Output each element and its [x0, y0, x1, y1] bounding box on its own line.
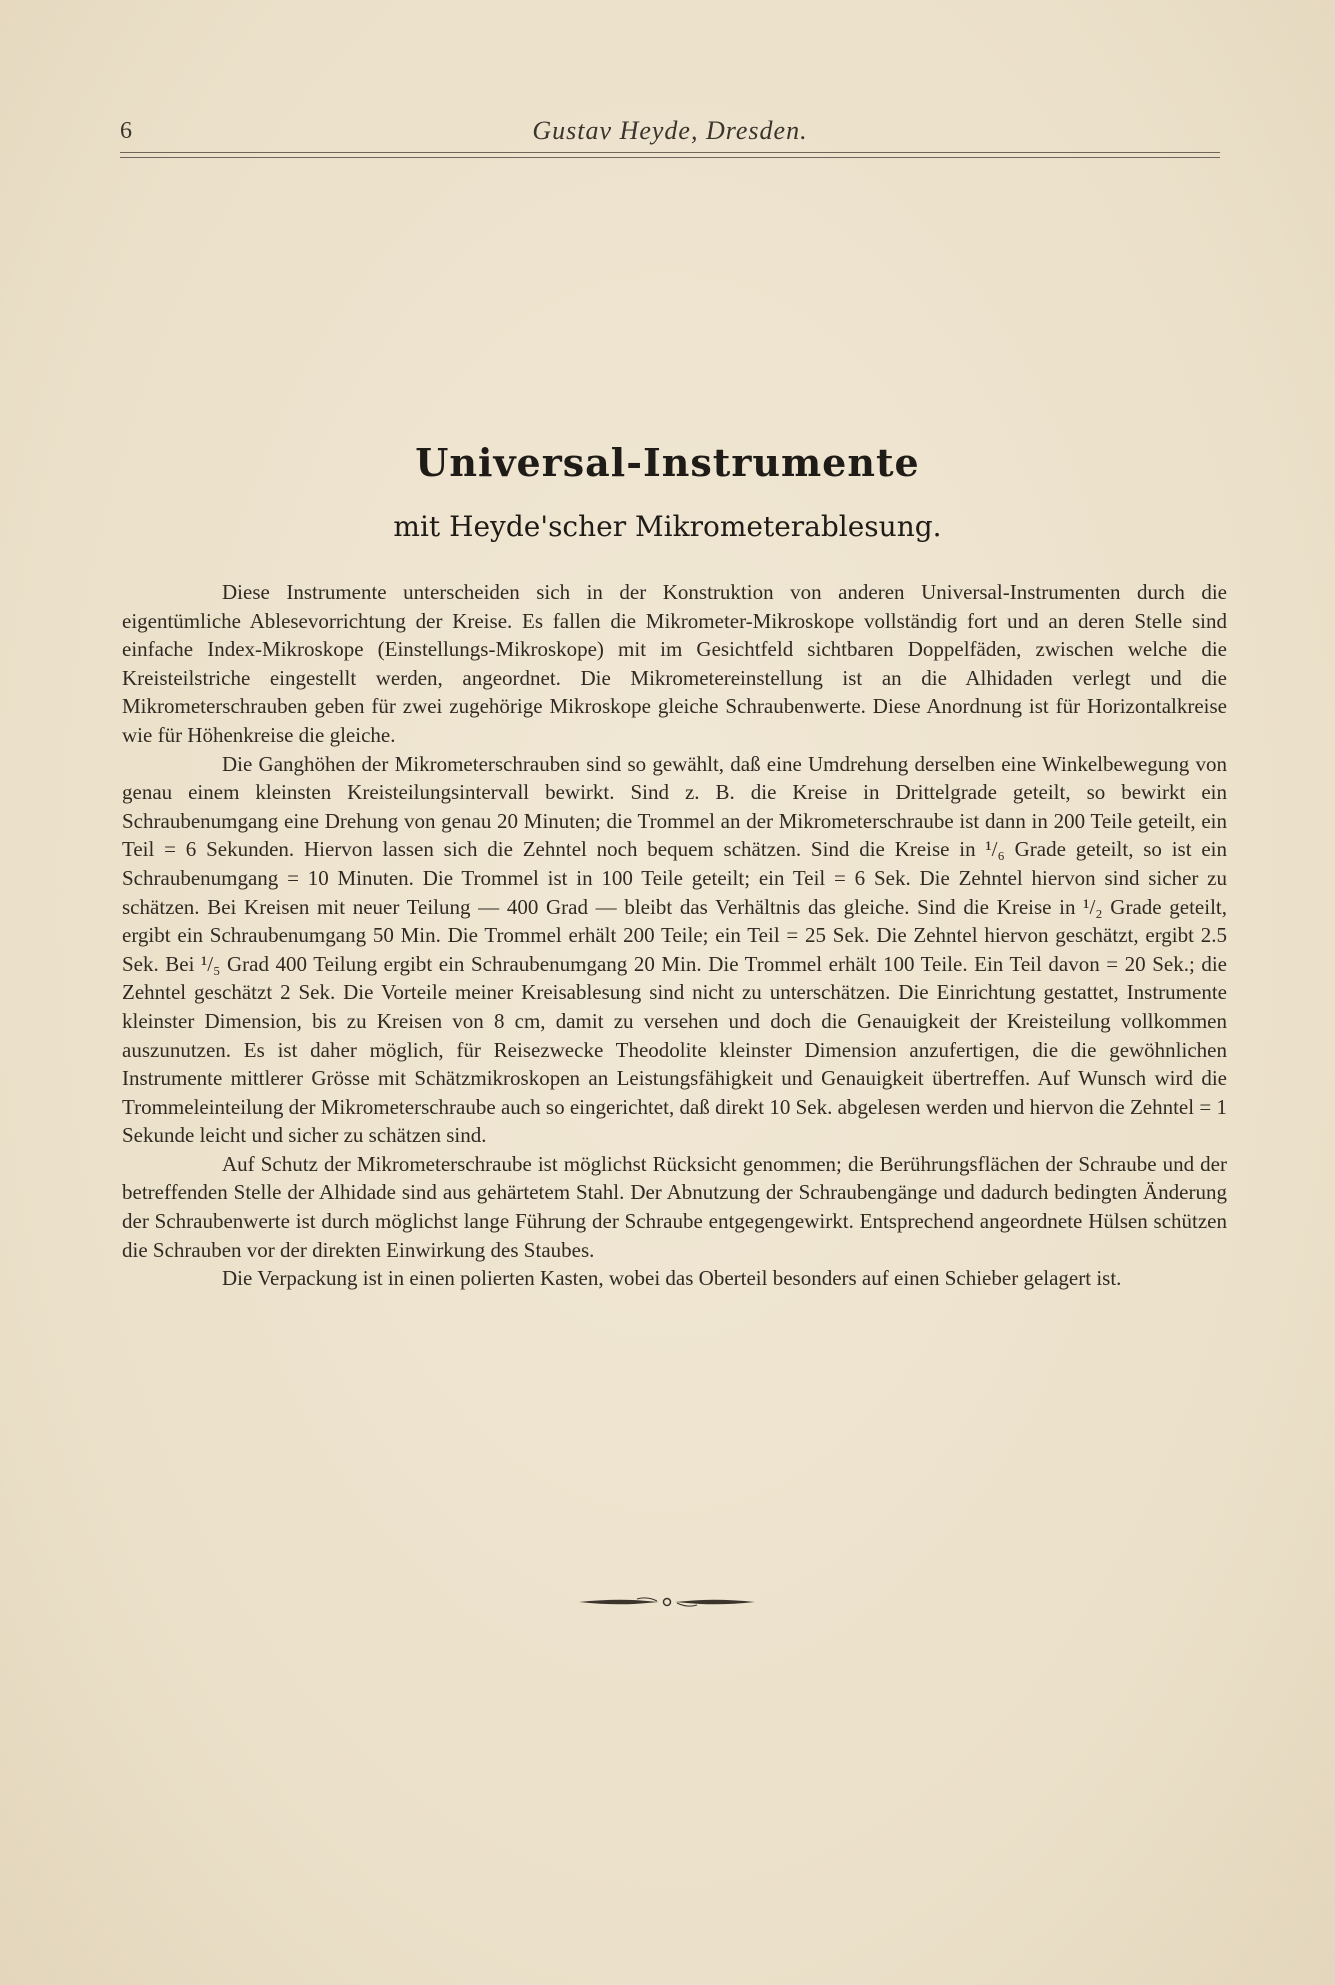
paragraph: Diese Instrumente unterscheiden sich in der Konstruktion von anderen Universal-Instrumenten durch die eigentümliche Ablesevorrichtung der Kreise. Es fallen die Mikrometer-Mikroskope vollständig fort und an deren Stelle sind einfache Index-Mikroskope (Einstellungs-Mikroskope) mit im Gesichtfeld sichtbaren Doppelfäden, zwischen welche die Kreisteilstriche eingestellt werden, angeordnet. Die Mikrometereinstellung ist an die Alhidaden verlegt und die Mikrometerschrauben geben für zwei zugehörige Mikroskope gleiche Schraubenwerte. Diese Anordnung ist für Horizontalkreise wie für Höhenkreise die gleiche. — [122, 580, 1227, 747]
end-ornament-icon — [577, 1592, 757, 1612]
paragraph: Auf Schutz der Mikrometerschraube ist möglichst Rücksicht genommen; die Berührungsflächen der Schraube und der betreffenden Stelle der Alhidade sind aus gehärtetem Stahl. Der Abnutzung der Schraubengänge und dadurch bedingten Änderung der Schraubenwerte ist durch möglichst lange Führung der Schraube entgegengewirkt. Entsprechend angeordnete Hülsen schützen die Schrauben vor der direkten Einwirkung des Staubes. — [122, 1151, 1227, 1262]
body-text — [122, 578, 1227, 1293]
section-title: Universal-Instrumente — [415, 440, 920, 485]
paragraph: Die Ganghöhen der Mikrometerschrauben sind so gewählt, daß eine Umdrehung derselben eine Winkelbewegung von genau einem kleinsten Kreisteilungsintervall bewirkt. Sind z. B. die Kreise in Drittelgrade geteilt, so bewirkt ein Schraubenumgang eine Drehung von genau 20 Minuten; die Trommel an der Mikrometerschraube ist dann in 200 Teile geteilt, ein Teil = 6 Sekunden. Hiervon lassen sich die Zehntel noch bequem schätzen. Sind die Kreise in ¹/₆ Grade geteilt, so ist ein Schraubenumgang = 10 Minuten. Die Trommel ist in 100 Teile geteilt; ein Teil = 6 Sek. Die Zehntel hiervon sind sicher zu schätzen. Bei Kreisen mit neuer Teilung — 400 Grad — bleibt das Verhältnis das gleiche. Sind die Kreise in ¹/₂ Grade geteilt, ergibt ein Schraubenumgang 50 Min. Die Trommel erhält 200 Teile; ein Teil = 25 Sek. Die Zehntel hiervon geschätzt, ergibt 2.5 Sek. Bei ¹/₅ Grad 400 Teilung ergibt ein Schraubenumgang 20 Min. Die Trommel erhält 100 Teile. Ein Teil davon = 20 Sek.; die Zehntel geschätzt 2 Sek. Die Vorteile meiner Kreisablesung sind nicht zu unterschätzen. Die Einrichtung gestattet, Instrumente kleinster Dimension, bis zu Kreisen von 8 cm, damit zu versehen und doch die Genauigkeit der Kreisteilung vollkommen auszunutzen. Es ist daher möglich, für Reisezwecke Theodolite kleinster Dimension anzufertigen, die die gewöhnlichen Instrumente mittlerer Grösse mit Schätzmikroskopen an Leistungsfähigkeit und Genauigkeit übertreffen. Auf Wunsch wird die Trommeleinteilung der Mikrometerschraube auch so eingerichtet, daß direkt 10 Sek. abgelesen werden und hiervon die Zehntel = 1 Sekunde leicht und sicher zu schätzen sind. — [122, 751, 1227, 1148]
running-head — [120, 110, 1220, 150]
running-title: Gustav Heyde, Dresden. — [532, 116, 808, 145]
paragraph: Die Verpackung ist in einen polierten Kasten, wobei das Oberteil besonders auf einen Schieber gelagert ist. — [222, 1266, 1122, 1291]
section-subtitle: mit Heyde'scher Mikrometerablesung. — [393, 510, 942, 543]
header-double-rule — [120, 152, 1220, 158]
page-number: 6 — [120, 118, 132, 144]
